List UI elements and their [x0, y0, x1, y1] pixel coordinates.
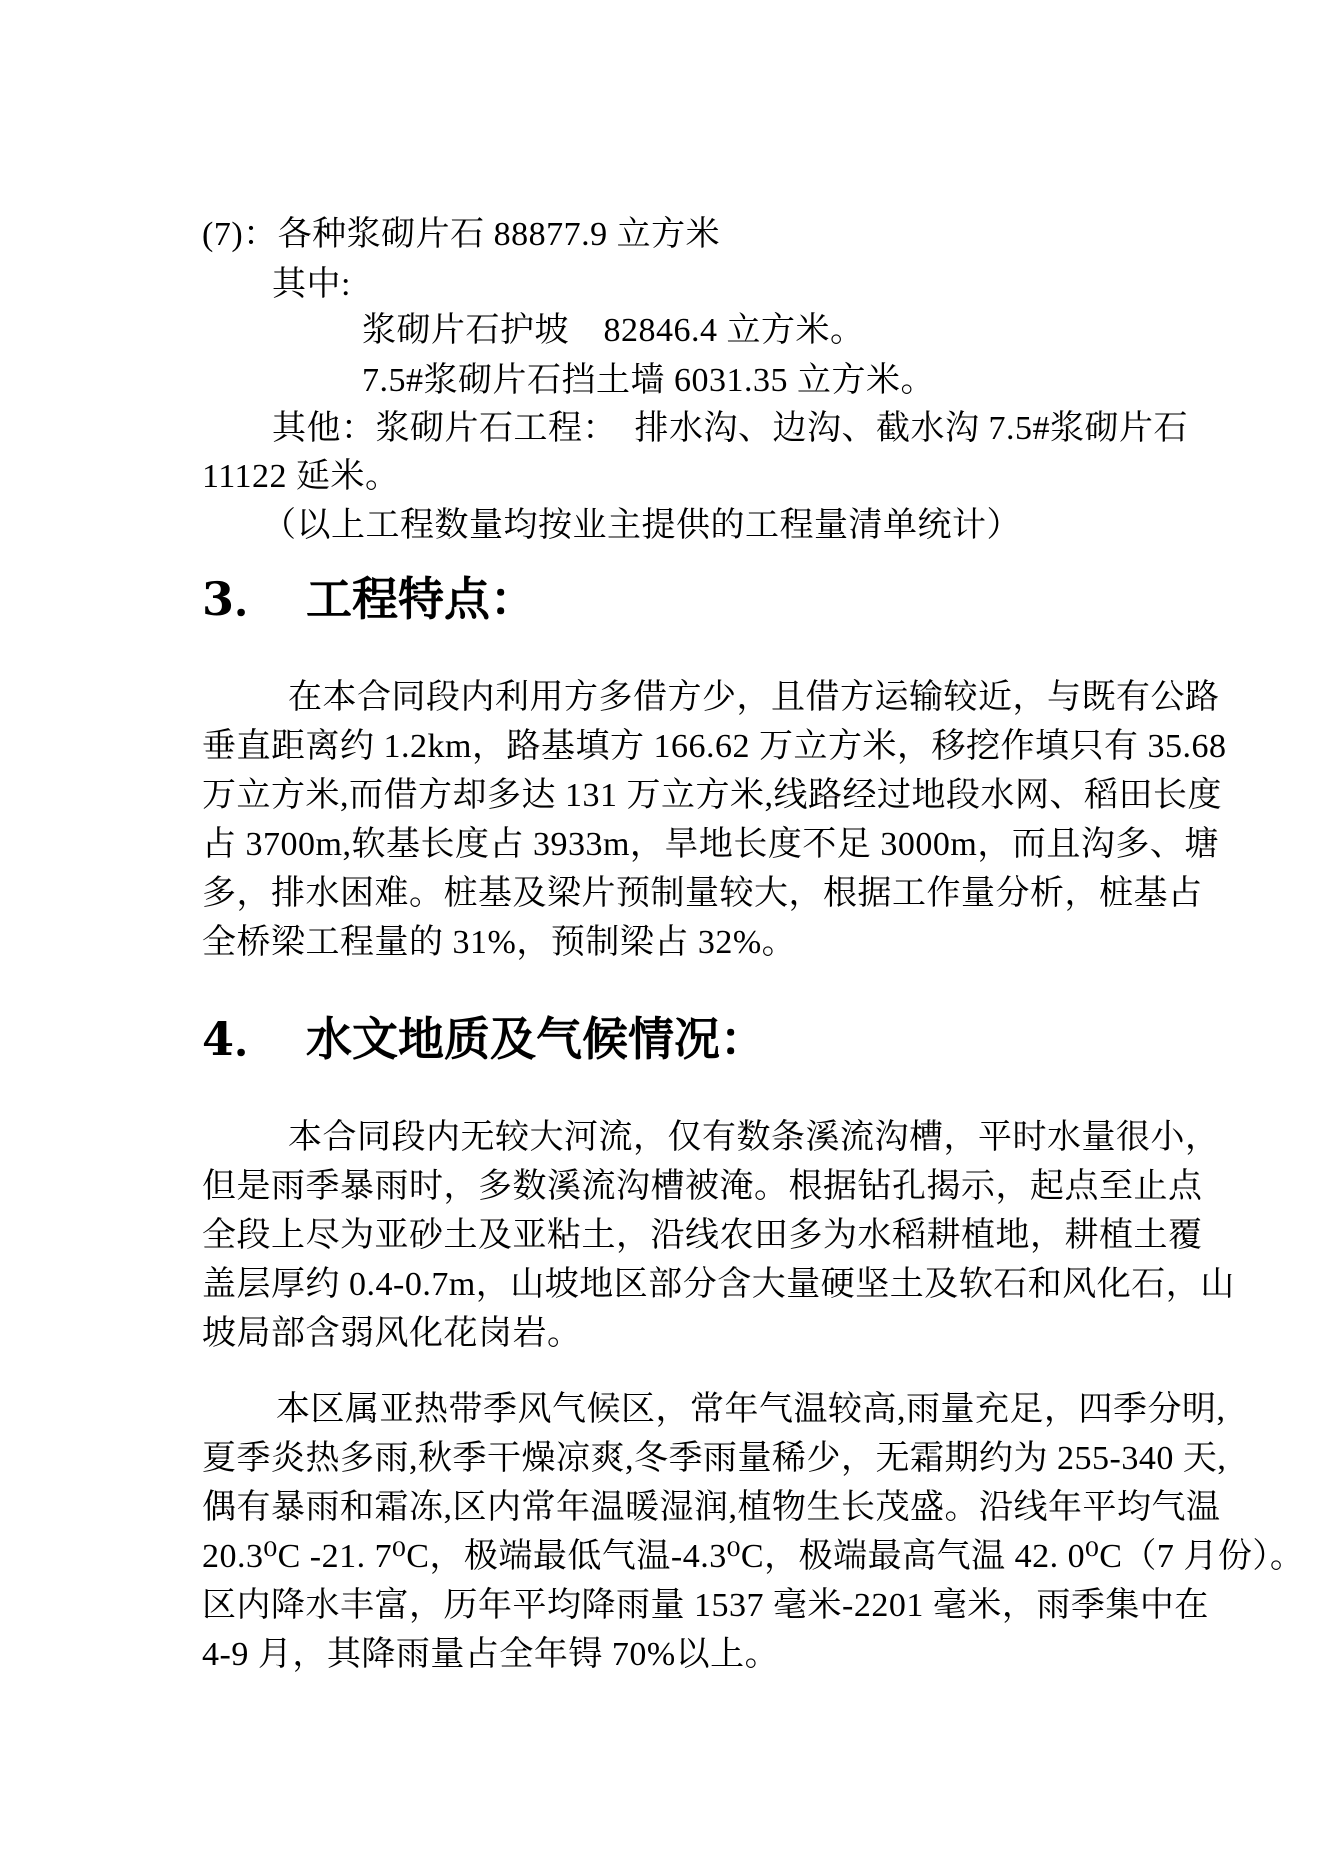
section3-paragraph [202, 673, 1252, 967]
section4-paragraph-2 [202, 1385, 1305, 1679]
section4-paragraph-1-line: 本合同段内无较大河流，仅有数条溪流沟槽，平时水量很小， [288, 1119, 1220, 1156]
section4-paragraph-1-line: 盖层厚约 0.4-0.7m，山坡地区部分含大量硬坚土及软石和风化石，山 [202, 1266, 1235, 1303]
section3-paragraph-line: 在本合同段内利用方多借方少，且借方运输较近，与既有公路 [288, 679, 1220, 716]
section7-among-label: 其中: [272, 266, 351, 303]
section3-paragraph-line: 万立方米,而借方却多达 131 万立方米,线路经过地段水网、稻田长度 [202, 777, 1222, 814]
section4-paragraph-2-line: 夏季炎热多雨,秋季干燥凉爽,冬季雨量稀少，无霜期约为 255-340 天, [202, 1440, 1227, 1477]
section7-note: （以上工程数量均按业主提供的工程量清单统计） [262, 507, 1021, 544]
section4-paragraph-2-line: 本区属亚热带季风气候区，常年气温较高,雨量充足，四季分明, [276, 1391, 1226, 1428]
section4-paragraph-1-line: 坡局部含弱风化花岗岩。 [202, 1315, 582, 1352]
section3-heading [202, 569, 536, 629]
section4-title: 水文地质及气候情况： [306, 1012, 767, 1066]
section3-paragraph-line: 多，排水困难。桩基及梁片预制量较大，根据工作量分析，桩基占 [202, 875, 1203, 912]
section4-paragraph-2-line: 区内降水丰富，历年平均降雨量 1537 毫米-2201 毫米，雨季集中在 [202, 1587, 1209, 1624]
section4-paragraph-2-line: 20.3⁰C -21. 7⁰C，极端最低气温-4.3⁰C，极端最高气温 42. 0⁰C（7 月份）。 [202, 1538, 1305, 1575]
section3-paragraph-line: 占 3700m,软基长度占 3933m，旱地长度不足 3000m，而且沟多、塘 [202, 826, 1219, 863]
section7-item-1: 浆砌片石护坡 82846.4 立方米。 [362, 312, 865, 349]
section3-paragraph-line: 全桥梁工程量的 31%，预制梁占 32%。 [202, 924, 797, 961]
section7-title: (7)：各种浆砌片石 88877.9 立方米 [202, 216, 721, 253]
section3-paragraph-line: 垂直距离约 1.2km，路基填方 166.62 万立方米，移挖作填只有 35.68 [202, 728, 1227, 765]
section4-paragraph-1-line: 全段上尽为亚砂土及亚粘土，沿线农田多为水稻耕植地，耕植土覆 [202, 1217, 1203, 1254]
section3-number: 3． [202, 572, 281, 626]
section4-paragraph-1 [202, 1113, 1252, 1358]
section4-paragraph-2-line: 4-9 月，其降雨量占全年锝 70%以上。 [202, 1636, 780, 1673]
section4-paragraph-1-line: 但是雨季暴雨时，多数溪流沟槽被淹。根据钻孔揭示，起点至止点 [202, 1168, 1203, 1205]
section7-item-2: 7.5#浆砌片石挡土墙 6031.35 立方米。 [362, 362, 935, 399]
section7-other-line-2: 11122 延米。 [202, 458, 400, 495]
section4-paragraph-2-line: 偶有暴雨和霜冻,区内常年温暖湿润,植物生长茂盛。沿线年平均气温 [202, 1489, 1221, 1526]
section3-title: 工程特点： [306, 572, 537, 626]
section4-heading [202, 1009, 766, 1069]
section4-number: 4． [202, 1012, 281, 1066]
section7-other-line-1: 其他：浆砌片石工程： 排水沟、边沟、截水沟 7.5#浆砌片石 [272, 410, 1188, 447]
